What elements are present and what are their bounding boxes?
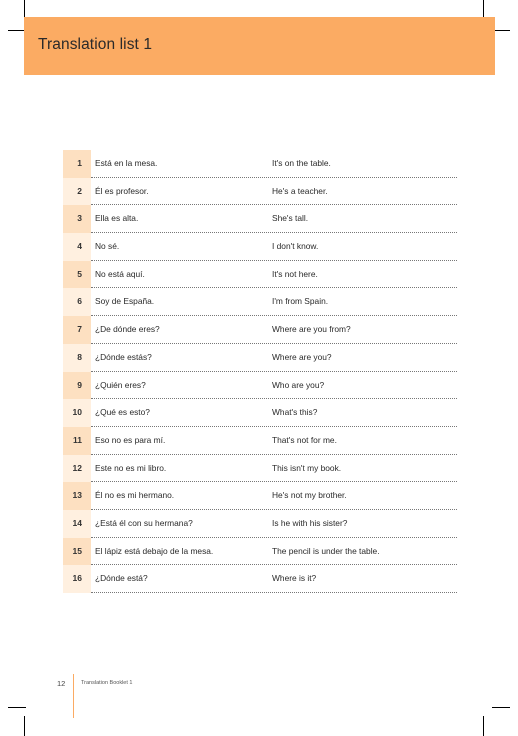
crop-mark-bottom-right-vertical bbox=[483, 716, 484, 736]
english-translation: Who are you? bbox=[272, 379, 325, 390]
english-translation: She's tall. bbox=[272, 213, 309, 224]
crop-mark-bottom-right-horizontal bbox=[492, 707, 510, 708]
spanish-phrase: ¿Está él con su hermana? bbox=[95, 517, 193, 528]
english-translation: I'm from Spain. bbox=[272, 296, 329, 307]
english-translation: Where are you? bbox=[272, 351, 332, 362]
table-row bbox=[63, 482, 457, 510]
spanish-phrase: Este no es mi libro. bbox=[95, 462, 167, 473]
crop-mark-top-right-vertical bbox=[483, 0, 484, 18]
english-translation: Is he with his sister? bbox=[272, 517, 348, 528]
table-row bbox=[63, 427, 457, 455]
spanish-phrase: ¿Dónde estás? bbox=[95, 351, 152, 362]
row-number: 7 bbox=[63, 316, 91, 344]
footer-divider bbox=[73, 674, 74, 718]
spanish-phrase: El lápiz está debajo de la mesa. bbox=[95, 545, 214, 556]
table-row bbox=[63, 205, 457, 233]
row-number: 5 bbox=[63, 261, 91, 289]
table-row bbox=[63, 178, 457, 206]
row-number: 14 bbox=[63, 510, 91, 538]
english-translation: He's not my brother. bbox=[272, 490, 347, 501]
spanish-phrase: Soy de España. bbox=[95, 296, 155, 307]
row-number: 2 bbox=[63, 178, 91, 206]
english-translation: I don't know. bbox=[272, 241, 319, 252]
page-number: 12 bbox=[57, 679, 66, 688]
row-number: 16 bbox=[63, 565, 91, 593]
row-number: 6 bbox=[63, 288, 91, 316]
table-row bbox=[63, 510, 457, 538]
english-translation: The pencil is under the table. bbox=[272, 545, 380, 556]
row-number: 13 bbox=[63, 482, 91, 510]
english-translation: Where are you from? bbox=[272, 324, 351, 335]
row-divider bbox=[91, 592, 457, 593]
table-row bbox=[63, 288, 457, 316]
crop-mark-top-left-vertical bbox=[24, 0, 25, 18]
spanish-phrase: Eso no es para mí. bbox=[95, 434, 166, 445]
spanish-phrase: Ella es alta. bbox=[95, 213, 139, 224]
translation-table bbox=[63, 150, 457, 593]
spanish-phrase: ¿Quién eres? bbox=[95, 379, 146, 390]
row-number: 3 bbox=[63, 205, 91, 233]
english-translation: Where is it? bbox=[272, 573, 317, 584]
row-number: 1 bbox=[63, 150, 91, 178]
row-number: 4 bbox=[63, 233, 91, 261]
row-number: 9 bbox=[63, 372, 91, 400]
spanish-phrase: ¿Qué es esto? bbox=[95, 407, 150, 418]
table-row bbox=[63, 344, 457, 372]
table-row bbox=[63, 150, 457, 178]
spanish-phrase: No está aquí. bbox=[95, 268, 145, 279]
page-title: Translation list 1 bbox=[38, 36, 153, 53]
table-row bbox=[63, 538, 457, 566]
row-number: 10 bbox=[63, 399, 91, 427]
table-row bbox=[63, 399, 457, 427]
english-translation: What's this? bbox=[272, 407, 318, 418]
table-row bbox=[63, 372, 457, 400]
table-row bbox=[63, 455, 457, 483]
row-number: 15 bbox=[63, 538, 91, 566]
table-row bbox=[63, 261, 457, 289]
row-number: 11 bbox=[63, 427, 91, 455]
table-row bbox=[63, 233, 457, 261]
english-translation: He's a teacher. bbox=[272, 185, 328, 196]
row-number: 12 bbox=[63, 455, 91, 483]
english-translation: This isn't my book. bbox=[272, 462, 342, 473]
spanish-phrase: ¿De dónde eres? bbox=[95, 324, 160, 335]
spanish-phrase: Él no es mi hermano. bbox=[95, 490, 175, 501]
spanish-phrase: No sé. bbox=[95, 241, 120, 252]
spanish-phrase: Él es profesor. bbox=[95, 185, 149, 196]
spanish-phrase: Está en la mesa. bbox=[95, 158, 158, 168]
table-row bbox=[63, 565, 457, 593]
crop-mark-bottom-left-vertical bbox=[24, 716, 25, 736]
english-translation: It's on the table. bbox=[272, 158, 331, 168]
english-translation: It's not here. bbox=[272, 268, 318, 279]
spanish-phrase: ¿Dónde está? bbox=[95, 573, 148, 584]
row-number: 8 bbox=[63, 344, 91, 372]
english-translation: That's not for me. bbox=[272, 434, 337, 445]
table-row bbox=[63, 316, 457, 344]
crop-mark-bottom-left-horizontal bbox=[8, 707, 26, 708]
footer-label: Translation Booklet 1 bbox=[81, 680, 133, 686]
